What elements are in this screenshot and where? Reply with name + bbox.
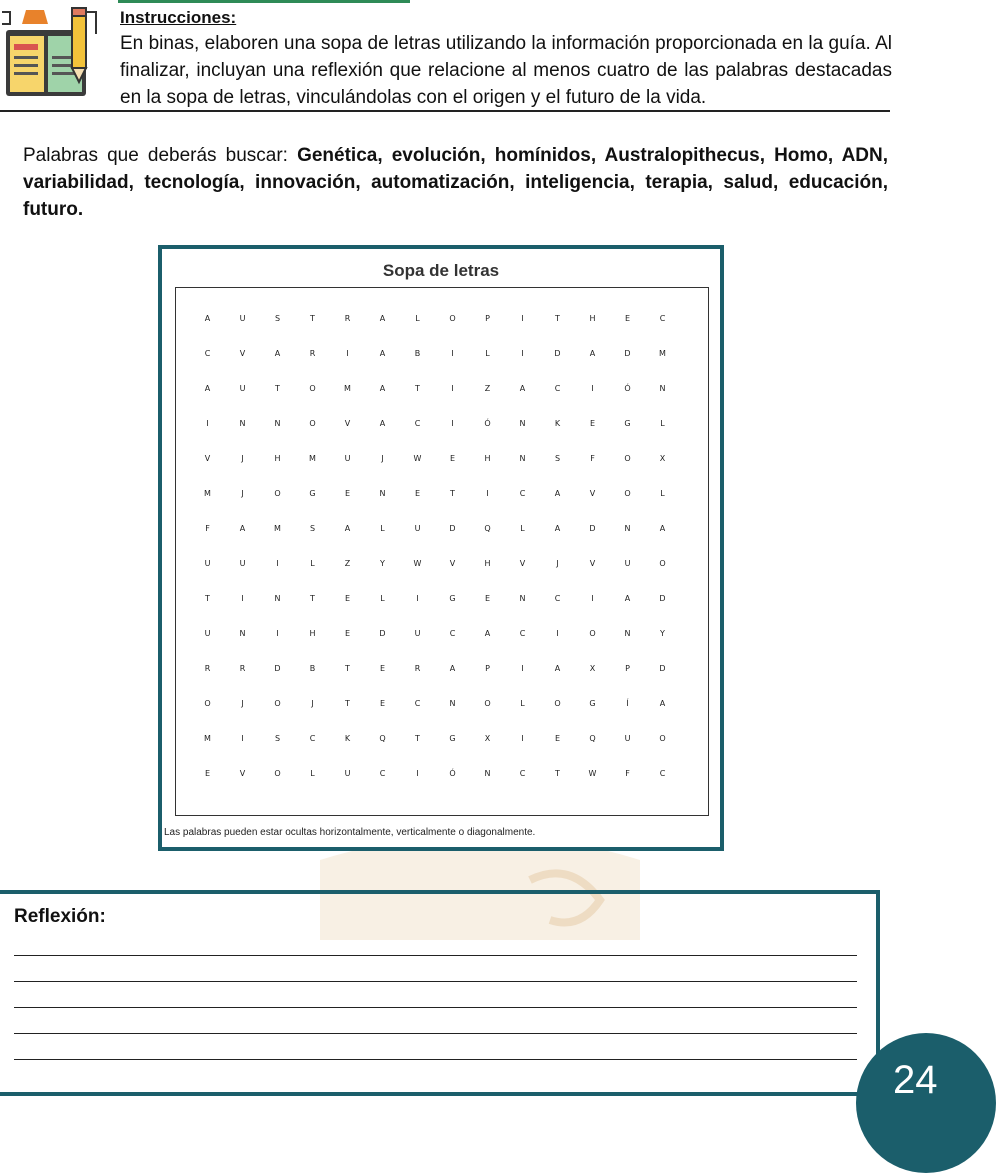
grid-cell[interactable]: M: [659, 349, 666, 358]
grid-cell[interactable]: U: [624, 734, 631, 743]
grid-cell[interactable]: G: [449, 734, 456, 743]
grid-cell[interactable]: W: [588, 769, 597, 778]
reflection-box: [0, 890, 880, 1096]
grid-cell[interactable]: U: [414, 629, 421, 638]
grid-cell[interactable]: T: [450, 489, 455, 498]
grid-cell[interactable]: U: [239, 384, 246, 393]
grid-cell[interactable]: I: [486, 489, 489, 498]
grid-cell[interactable]: G: [589, 699, 596, 708]
grid-cell[interactable]: A: [554, 664, 561, 673]
grid-cell[interactable]: O: [309, 419, 316, 428]
grid-cell[interactable]: A: [239, 524, 246, 533]
grid-cell[interactable]: P: [485, 664, 490, 673]
grid-cell[interactable]: O: [624, 489, 631, 498]
grid-cell[interactable]: Ó: [484, 419, 491, 428]
grid-cell[interactable]: X: [589, 664, 596, 673]
grid-cell[interactable]: G: [449, 594, 456, 603]
grid-cell[interactable]: R: [204, 664, 211, 673]
grid-cell[interactable]: E: [624, 314, 631, 323]
grid-cell[interactable]: Ó: [449, 769, 456, 778]
grid-cell[interactable]: F: [625, 769, 630, 778]
grid-cell[interactable]: D: [274, 664, 281, 673]
grid-cell[interactable]: G: [309, 489, 316, 498]
grid-cell[interactable]: N: [379, 489, 386, 498]
grid-cell[interactable]: S: [309, 524, 316, 533]
grid-cell[interactable]: O: [624, 454, 631, 463]
grid-cell[interactable]: K: [554, 419, 561, 428]
grid-cell[interactable]: S: [274, 314, 281, 323]
words-paragraph: [23, 142, 888, 223]
grid-cell[interactable]: R: [239, 664, 246, 673]
grid-cell[interactable]: I: [276, 559, 279, 568]
grid-cell[interactable]: L: [520, 699, 525, 708]
grid-cell[interactable]: N: [274, 419, 281, 428]
grid-cell[interactable]: U: [344, 769, 351, 778]
grid-cell[interactable]: Q: [589, 734, 596, 743]
grid-cell[interactable]: V: [449, 559, 456, 568]
grid-cell[interactable]: V: [239, 769, 246, 778]
word-search-frame: [158, 245, 724, 851]
grid-cell[interactable]: P: [485, 314, 490, 323]
grid-cell[interactable]: A: [659, 699, 666, 708]
grid-cell[interactable]: I: [521, 734, 524, 743]
grid-cell[interactable]: I: [556, 629, 559, 638]
grid-cell[interactable]: A: [204, 384, 211, 393]
grid-cell[interactable]: S: [554, 454, 561, 463]
grid-cell[interactable]: O: [554, 699, 561, 708]
grid-cell[interactable]: A: [449, 664, 456, 673]
grid-cell[interactable]: R: [414, 664, 421, 673]
grid-cell[interactable]: E: [554, 734, 561, 743]
grid-cell[interactable]: R: [344, 314, 351, 323]
grid-cell[interactable]: N: [659, 384, 666, 393]
grid-cell[interactable]: T: [345, 664, 350, 673]
grid-cell[interactable]: A: [204, 314, 211, 323]
grid-cell[interactable]: D: [449, 524, 456, 533]
grid-cell[interactable]: I: [276, 629, 279, 638]
grid-cell[interactable]: Y: [380, 559, 385, 568]
grid-cell[interactable]: O: [309, 384, 316, 393]
grid-cell[interactable]: O: [274, 699, 281, 708]
grid-cell[interactable]: U: [414, 524, 421, 533]
grid-cell[interactable]: N: [449, 699, 456, 708]
grid-cell[interactable]: A: [484, 629, 491, 638]
grid-cell[interactable]: M: [309, 454, 316, 463]
words-list: Genética, evolución, homínidos, Australopithecus, Homo, ADN, variabilidad, tecnología, innovación, automatización, inteligencia, terapia, salud, educación, futuro.: [23, 145, 889, 220]
grid-cell[interactable]: U: [239, 559, 246, 568]
grid-cell[interactable]: T: [345, 699, 350, 708]
header-accent-line: [118, 0, 410, 3]
page-number: 24: [893, 1058, 938, 1102]
grid-cell[interactable]: A: [554, 489, 561, 498]
grid-cell[interactable]: A: [624, 594, 631, 603]
grid-cell[interactable]: L: [415, 314, 420, 323]
grid-cell[interactable]: I: [346, 349, 349, 358]
grid-cell[interactable]: D: [379, 629, 386, 638]
grid-cell[interactable]: W: [413, 454, 422, 463]
grid-cell[interactable]: U: [624, 559, 631, 568]
grid-cell[interactable]: L: [310, 769, 315, 778]
grid-cell[interactable]: L: [660, 489, 665, 498]
grid-cell[interactable]: N: [484, 769, 491, 778]
grid-cell[interactable]: A: [379, 419, 386, 428]
grid-cell[interactable]: W: [413, 559, 422, 568]
grid-cell[interactable]: B: [414, 349, 421, 358]
grid-cell[interactable]: T: [415, 384, 420, 393]
grid-cell[interactable]: S: [274, 734, 281, 743]
grid-cell[interactable]: A: [519, 384, 526, 393]
grid-cell[interactable]: H: [484, 559, 491, 568]
grid-cell[interactable]: Q: [484, 524, 491, 533]
reflection-line[interactable]: [14, 1033, 857, 1034]
grid-cell[interactable]: O: [204, 699, 211, 708]
grid-cell[interactable]: R: [309, 349, 316, 358]
grid-cell[interactable]: A: [379, 384, 386, 393]
grid-cell[interactable]: Q: [379, 734, 386, 743]
grid-cell[interactable]: F: [205, 524, 210, 533]
grid-cell[interactable]: T: [415, 734, 420, 743]
grid-cell[interactable]: E: [344, 594, 351, 603]
grid-cell[interactable]: G: [624, 419, 631, 428]
grid-cell[interactable]: I: [206, 419, 209, 428]
grid-cell[interactable]: K: [344, 734, 351, 743]
grid-cell[interactable]: T: [310, 314, 315, 323]
reflection-line[interactable]: [14, 1059, 857, 1060]
grid-cell[interactable]: U: [204, 629, 211, 638]
grid-cell[interactable]: C: [519, 629, 526, 638]
grid-cell[interactable]: D: [589, 524, 596, 533]
puzzle-title: Sopa de letras: [382, 261, 500, 280]
grid-cell[interactable]: O: [274, 769, 281, 778]
grid-cell[interactable]: V: [589, 559, 596, 568]
grid-cell[interactable]: A: [589, 349, 596, 358]
grid-cell[interactable]: D: [659, 664, 666, 673]
grid-cell[interactable]: O: [449, 314, 456, 323]
grid-cell[interactable]: U: [204, 559, 211, 568]
grid-cell[interactable]: I: [416, 594, 419, 603]
grid-cell[interactable]: L: [310, 559, 315, 568]
grid-cell[interactable]: M: [344, 384, 351, 393]
grid-cell[interactable]: L: [660, 419, 665, 428]
grid-cell[interactable]: C: [554, 594, 561, 603]
grid-cell[interactable]: A: [344, 524, 351, 533]
puzzle-grid-box: [175, 287, 709, 816]
grid-cell[interactable]: N: [274, 594, 281, 603]
grid-cell[interactable]: V: [589, 489, 596, 498]
grid-cell[interactable]: E: [589, 419, 596, 428]
grid-cell[interactable]: O: [589, 629, 596, 638]
grid-cell[interactable]: V: [239, 349, 246, 358]
grid-cell[interactable]: C: [414, 699, 421, 708]
grid-cell[interactable]: J: [241, 699, 244, 708]
grid-cell[interactable]: T: [275, 384, 280, 393]
page-number-badge: [856, 1033, 996, 1173]
grid-cell[interactable]: A: [554, 524, 561, 533]
grid-cell[interactable]: Z: [344, 559, 351, 568]
grid-cell[interactable]: X: [484, 734, 491, 743]
grid-cell[interactable]: M: [274, 524, 281, 533]
grid-cell[interactable]: T: [555, 314, 560, 323]
grid-cell[interactable]: O: [484, 699, 491, 708]
grid-cell[interactable]: B: [309, 664, 316, 673]
grid-cell[interactable]: Z: [484, 384, 491, 393]
grid-cell[interactable]: N: [239, 419, 246, 428]
grid-cell[interactable]: A: [659, 524, 666, 533]
grid-cell[interactable]: C: [379, 769, 386, 778]
grid-cell[interactable]: A: [274, 349, 281, 358]
grid-cell[interactable]: H: [274, 454, 281, 463]
grid-cell[interactable]: E: [379, 699, 386, 708]
grid-cell[interactable]: Ó: [624, 384, 631, 393]
grid-cell[interactable]: L: [380, 524, 385, 533]
grid-cell[interactable]: M: [204, 489, 211, 498]
grid-cell[interactable]: V: [204, 454, 211, 463]
grid-cell[interactable]: C: [414, 419, 421, 428]
grid-cell[interactable]: I: [521, 664, 524, 673]
grid-cell[interactable]: C: [519, 769, 526, 778]
grid-cell[interactable]: E: [449, 454, 456, 463]
grid-cell[interactable]: I: [521, 314, 524, 323]
grid-cell[interactable]: X: [659, 454, 666, 463]
grid-cell[interactable]: N: [239, 629, 246, 638]
grid-cell[interactable]: A: [379, 349, 386, 358]
grid-cell[interactable]: C: [659, 314, 666, 323]
grid-cell[interactable]: I: [591, 594, 594, 603]
grid-cell[interactable]: I: [241, 734, 244, 743]
grid-cell[interactable]: E: [484, 594, 491, 603]
grid-cell[interactable]: N: [624, 629, 631, 638]
reflection-title: Reflexión:: [14, 906, 106, 927]
grid-cell[interactable]: N: [519, 454, 526, 463]
grid-cell[interactable]: P: [625, 664, 630, 673]
grid-cell[interactable]: Y: [660, 629, 665, 638]
grid-cell[interactable]: T: [555, 769, 560, 778]
grid-cell[interactable]: H: [309, 629, 316, 638]
grid-cell[interactable]: C: [554, 384, 561, 393]
grid-cell[interactable]: J: [241, 454, 244, 463]
grid-cell[interactable]: I: [451, 419, 454, 428]
grid-cell[interactable]: I: [416, 769, 419, 778]
grid-cell[interactable]: T: [310, 594, 315, 603]
grid-cell[interactable]: O: [274, 489, 281, 498]
reflection-line[interactable]: [14, 955, 857, 956]
grid-cell[interactable]: U: [239, 314, 246, 323]
grid-cell[interactable]: F: [590, 454, 595, 463]
grid-cell[interactable]: J: [241, 489, 244, 498]
grid-cell[interactable]: H: [589, 314, 596, 323]
grid-cell[interactable]: J: [311, 699, 314, 708]
grid-cell[interactable]: I: [521, 349, 524, 358]
grid-cell[interactable]: N: [519, 419, 526, 428]
grid-cell[interactable]: J: [556, 559, 559, 568]
words-intro: Palabras que deberás buscar:: [23, 145, 288, 166]
letter-grid: [190, 301, 680, 791]
grid-cell[interactable]: Í: [626, 699, 629, 708]
instructions-text: En binas, elaboren una sopa de letras utilizando la información proporcionada en la guía. Al finalizar, incluyan una reflexión que relacione al menos cuatro de las palabras destacadas en la sopa de letras, vinculándolas con el origen y el futuro de la vida.: [120, 33, 892, 108]
grid-cell[interactable]: H: [484, 454, 491, 463]
grid-cell[interactable]: V: [344, 419, 351, 428]
grid-cell[interactable]: E: [379, 664, 386, 673]
grid-cell[interactable]: D: [659, 594, 666, 603]
puzzle-note: Las palabras pueden estar ocultas horizontalmente, verticalmente o diagonalmente.: [164, 827, 536, 838]
grid-cell[interactable]: I: [591, 384, 594, 393]
grid-cell[interactable]: I: [241, 594, 244, 603]
grid-cell[interactable]: A: [379, 314, 386, 323]
instructions-title: Instrucciones:: [120, 8, 237, 27]
grid-cell[interactable]: E: [204, 769, 211, 778]
grid-cell[interactable]: L: [380, 594, 385, 603]
book-pencil-icon: [0, 4, 108, 104]
grid-cell[interactable]: L: [520, 524, 525, 533]
grid-cell[interactable]: T: [205, 594, 210, 603]
grid-cell[interactable]: C: [659, 769, 666, 778]
grid-cell[interactable]: D: [554, 349, 561, 358]
grid-cell[interactable]: U: [344, 454, 351, 463]
grid-cell[interactable]: N: [624, 524, 631, 533]
grid-cell[interactable]: O: [659, 734, 666, 743]
grid-cell[interactable]: L: [485, 349, 490, 358]
grid-cell[interactable]: D: [624, 349, 631, 358]
grid-cell[interactable]: I: [451, 384, 454, 393]
grid-cell[interactable]: J: [381, 454, 384, 463]
grid-cell[interactable]: C: [519, 489, 526, 498]
reflection-line[interactable]: [14, 981, 857, 982]
grid-cell[interactable]: E: [344, 489, 351, 498]
grid-cell[interactable]: I: [451, 349, 454, 358]
grid-cell[interactable]: C: [309, 734, 316, 743]
grid-cell[interactable]: E: [344, 629, 351, 638]
grid-cell[interactable]: O: [659, 559, 666, 568]
grid-cell[interactable]: N: [519, 594, 526, 603]
grid-cell[interactable]: V: [519, 559, 526, 568]
grid-cell[interactable]: C: [449, 629, 456, 638]
grid-cell[interactable]: M: [204, 734, 211, 743]
reflection-line[interactable]: [14, 1007, 857, 1008]
grid-cell[interactable]: C: [204, 349, 211, 358]
instructions-divider: [0, 110, 890, 112]
grid-cell[interactable]: E: [414, 489, 421, 498]
